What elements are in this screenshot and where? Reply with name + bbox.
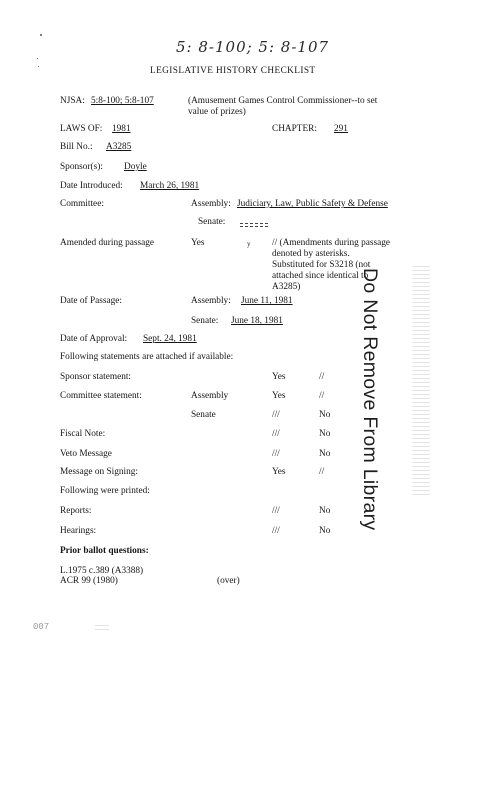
date-of-passage-label: Date of Passage:	[60, 296, 122, 306]
committee-assembly-label: Assembly:	[191, 199, 231, 209]
statement-col1: ///	[272, 410, 280, 420]
statements-intro: Following statements are attached if available:	[60, 352, 234, 362]
library-stamp: Do Not Remove From Library	[359, 268, 381, 531]
njsa-label: NJSA:	[60, 96, 85, 106]
sponsor-value: Doyle	[124, 162, 147, 172]
date-introduced-label: Date Introduced:	[60, 181, 123, 191]
passage-assembly-label: Assembly:	[191, 296, 231, 306]
statement-sub: Assembly	[191, 391, 229, 401]
date-of-approval-value: Sept. 24, 1981	[143, 334, 197, 344]
statement-col2: //	[319, 467, 325, 477]
amended-note-line: // (Amendments during passage	[272, 238, 390, 248]
laws-of-label: LAWS OF:	[60, 124, 103, 134]
prior-ballot-item: L.1975 c.389 (A3388)	[60, 566, 144, 576]
chapter-label: CHAPTER:	[272, 124, 317, 134]
amended-note-line: denoted by asterisks.	[272, 249, 350, 259]
bleed-through-mark	[412, 265, 430, 495]
printed-col1: ///	[272, 526, 280, 536]
committee-senate-blank	[240, 226, 268, 227]
page-title: LEGISLATIVE HISTORY CHECKLIST	[150, 66, 316, 76]
statement-col1: ///	[272, 449, 280, 459]
statement-col2: No	[319, 410, 331, 420]
amended-note-line: attached since identical to	[272, 271, 369, 281]
amended-mark: y	[247, 240, 251, 248]
amended-note-line: Substituted for S3218 (not	[272, 260, 371, 270]
statement-col1: Yes	[272, 391, 286, 401]
handwritten-header: 5: 8-100; 5: 8-107	[176, 38, 330, 56]
statement-label: Committee statement:	[60, 391, 142, 401]
amended-note-line: A3285)	[272, 282, 301, 292]
prior-ballot-item: ACR 99 (1980)	[60, 576, 118, 586]
amended-answer: Yes	[191, 238, 205, 248]
statement-col2: //	[319, 391, 325, 401]
statement-sub: Senate	[191, 410, 216, 420]
printed-label: Reports:	[60, 506, 92, 516]
footer-smudge	[95, 624, 109, 630]
statement-label: Veto Message	[60, 449, 112, 459]
statement-col2: No	[319, 429, 331, 439]
sponsor-label: Sponsor(s):	[60, 162, 103, 172]
scan-speck	[37, 58, 38, 59]
passage-senate-value: June 18, 1981	[231, 316, 283, 326]
scan-speck	[38, 66, 39, 67]
committee-label: Committee:	[60, 199, 104, 209]
statement-col1: ///	[272, 429, 280, 439]
amended-label: Amended during passage	[60, 238, 154, 248]
statement-label: Fiscal Note:	[60, 429, 106, 439]
date-of-approval-label: Date of Approval:	[60, 334, 128, 344]
printed-label: Hearings:	[60, 526, 97, 536]
statement-col1: Yes	[272, 467, 286, 477]
printed-intro: Following were printed:	[60, 486, 150, 496]
footer-mark: 007	[33, 622, 50, 632]
bill-no-label: Bill No.:	[60, 142, 93, 152]
printed-col2: No	[319, 506, 331, 516]
statement-col1: Yes	[272, 372, 286, 382]
statement-col2: No	[319, 449, 331, 459]
bill-no-value: A3285	[106, 142, 132, 152]
statement-label: Message on Signing:	[60, 467, 138, 477]
statement-col2: //	[319, 372, 325, 382]
committee-senate-blank	[240, 223, 268, 224]
passage-senate-label: Senate:	[191, 316, 219, 326]
njsa-description-line1: (Amusement Games Control Commissioner--to set	[188, 96, 378, 106]
scan-speck	[40, 34, 42, 36]
njsa-value: 5:8-100; 5:8-107	[91, 96, 154, 106]
printed-col2: No	[319, 526, 331, 536]
laws-of-value: 1981	[112, 124, 131, 134]
passage-assembly-value: June 11, 1981	[241, 296, 293, 306]
printed-col1: ///	[272, 506, 280, 516]
njsa-description-line2: value of prizes)	[188, 107, 246, 117]
over-note: (over)	[217, 576, 240, 586]
date-introduced-value: March 26, 1981	[140, 181, 200, 191]
committee-senate-label: Senate:	[198, 217, 226, 227]
chapter-value: 291	[334, 124, 348, 134]
committee-assembly-value: Judiciary, Law, Public Safety & Defense	[237, 199, 388, 209]
prior-ballot-label: Prior ballot questions:	[60, 546, 149, 556]
statement-label: Sponsor statement:	[60, 372, 132, 382]
